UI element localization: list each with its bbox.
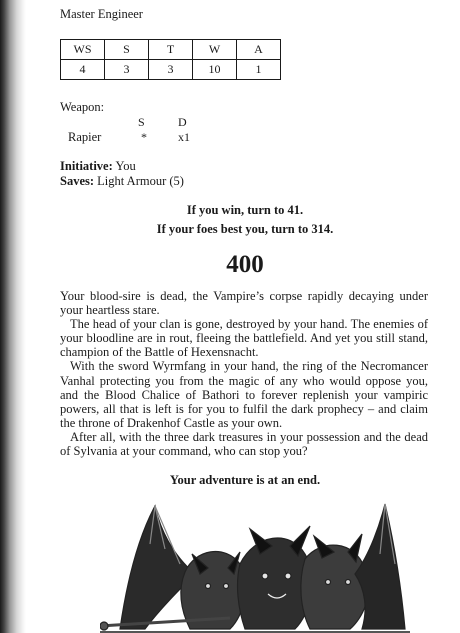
stat-value-a: 1	[237, 60, 281, 80]
stat-label-ws: WS	[61, 40, 105, 60]
paragraph: Your blood-sire is dead, the Vampire’s corpse rapidly decaying under your heartless stare.	[60, 289, 428, 318]
win-instruction: If you win, turn to 41.	[186, 203, 304, 217]
stat-value-ws: 4	[61, 60, 105, 80]
stat-label-w: W	[193, 40, 237, 60]
paragraph: The head of your clan is gone, destroyed by your hand. The enemies of your bloodline are in rout, fleeing the battlefield. And yet you still stand, champion of the Battle of Hexensnacht.	[60, 317, 428, 360]
enemy-name: Master Engineer	[60, 7, 143, 21]
weapon-damage: x1	[178, 130, 190, 144]
paragraph: After all, with the three dark treasures in your possession and the dead of Sylvania at your command, who can stop you?	[60, 429, 428, 459]
weapon-col-d: D	[178, 115, 187, 129]
stats-table	[60, 39, 281, 80]
paragraph: With the sword Wyrmfang in your hand, the ring of the Necromancer Vanhal protecting you from the magic of any who would oppose you, and the Blood Chalice of Bathori to forever replenish your vampiric powers, all that is left is for you to fulfil the dark prophecy – and claim the throne of Drakenhof Castle as your own.	[60, 359, 428, 430]
weapon-col-s: S	[138, 115, 145, 129]
weapon-heading: Weapon:	[60, 100, 105, 114]
stat-value-w: 10	[193, 60, 237, 80]
stat-value-s: 3	[105, 60, 149, 80]
lose-instruction: If your foes best you, turn to 314.	[156, 222, 334, 236]
ending-line: Your adventure is at an end.	[169, 473, 321, 487]
section-number: 400	[226, 251, 264, 278]
stats-header-row	[61, 40, 281, 60]
stat-label-t: T	[149, 40, 193, 60]
stat-label-a: A	[237, 40, 281, 60]
saves-label: Saves:	[60, 174, 95, 188]
stat-label-s: S	[105, 40, 149, 60]
initiative-line	[60, 159, 136, 174]
stat-value-t: 3	[149, 60, 193, 80]
initiative-label: Initiative:	[60, 159, 113, 173]
stats-value-row	[61, 60, 281, 80]
saves-line	[60, 174, 184, 189]
weapon-strength: *	[141, 130, 147, 144]
weapon-name: Rapier	[68, 130, 102, 144]
initiative-value: You	[112, 159, 136, 173]
saves-value: Light Armour (5)	[94, 174, 184, 188]
vampire-bats-illustration	[100, 494, 410, 633]
narrative-text	[60, 289, 428, 458]
